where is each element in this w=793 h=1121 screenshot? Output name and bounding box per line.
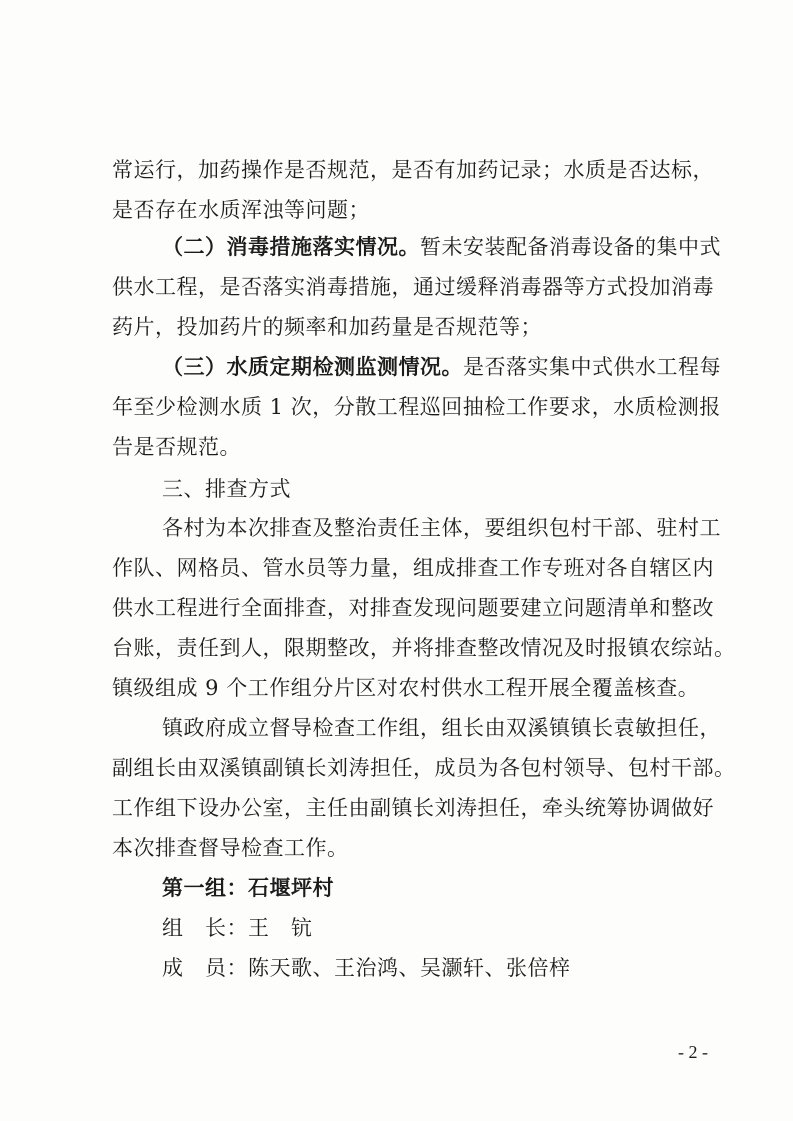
paragraph-1-line-5: 镇级组成 9 个工作组分片区对农村供水工程开展全覆盖核查。 bbox=[112, 676, 700, 700]
body-line-4: 供水工程，是否落实消毒措施，通过缓释消毒器等方式投加消毒 bbox=[112, 275, 714, 299]
body-line-5: 药片，投加药片的频率和加药量是否规范等； bbox=[112, 315, 542, 339]
paragraph-2-line-1: 镇政府成立督导检查工作组，组长由双溪镇镇长袁敏担任， bbox=[162, 716, 721, 740]
section-heading-3: 三、排查方式 bbox=[162, 477, 291, 501]
paragraph-2-line-4: 本次排查督导检查工作。 bbox=[112, 836, 349, 860]
paragraph-1-line-3: 供水工程进行全面排查，对排查发现问题要建立问题清单和整改 bbox=[112, 596, 714, 620]
item-3-line bbox=[162, 352, 721, 382]
paragraph-1-line-2: 作队、网格员、管水员等力量，组成排查工作专班对各自辖区内 bbox=[112, 556, 714, 580]
group-1-members: 成 员：陈天歌、王治鸿、吴灏轩、张倍梓 bbox=[162, 956, 571, 980]
paragraph-1-line-1: 各村为本次排查及整治责任主体，要组织包村干部、驻村工 bbox=[162, 516, 721, 540]
item-3-text: 是否落实集中式供水工程每 bbox=[463, 355, 721, 379]
item-2-line bbox=[162, 232, 721, 262]
paragraph-1-line-4: 台账，责任到人，限期整改，并将排查整改情况及时报镇农综站。 bbox=[112, 636, 736, 660]
body-line-8: 告是否规范。 bbox=[112, 435, 241, 459]
body-line-1: 常运行，加药操作是否规范，是否有加药记录；水质是否达标， bbox=[112, 158, 714, 182]
paragraph-2-line-3: 工作组下设办公室，主任由副镇长刘涛担任，牵头统筹协调做好 bbox=[112, 796, 714, 820]
paragraph-2-line-2: 副组长由双溪镇副镇长刘涛担任，成员为各包村领导、包村干部。 bbox=[112, 756, 736, 780]
group-1-leader: 组 长：王 钪 bbox=[162, 916, 313, 940]
body-line-7: 年至少检测水质 1 次，分散工程巡回抽检工作要求，水质检测报 bbox=[112, 395, 721, 419]
page-number: - 2 - bbox=[678, 1042, 708, 1062]
item-2-heading: （二）消毒措施落实情况。 bbox=[162, 234, 420, 259]
item-3-heading: （三）水质定期检测监测情况。 bbox=[162, 354, 463, 379]
group-1-title: 第一组：石堰坪村 bbox=[162, 875, 334, 900]
item-2-text: 暂未安装配备消毒设备的集中式 bbox=[420, 235, 721, 259]
body-line-2: 是否存在水质浑浊等问题； bbox=[112, 198, 370, 222]
